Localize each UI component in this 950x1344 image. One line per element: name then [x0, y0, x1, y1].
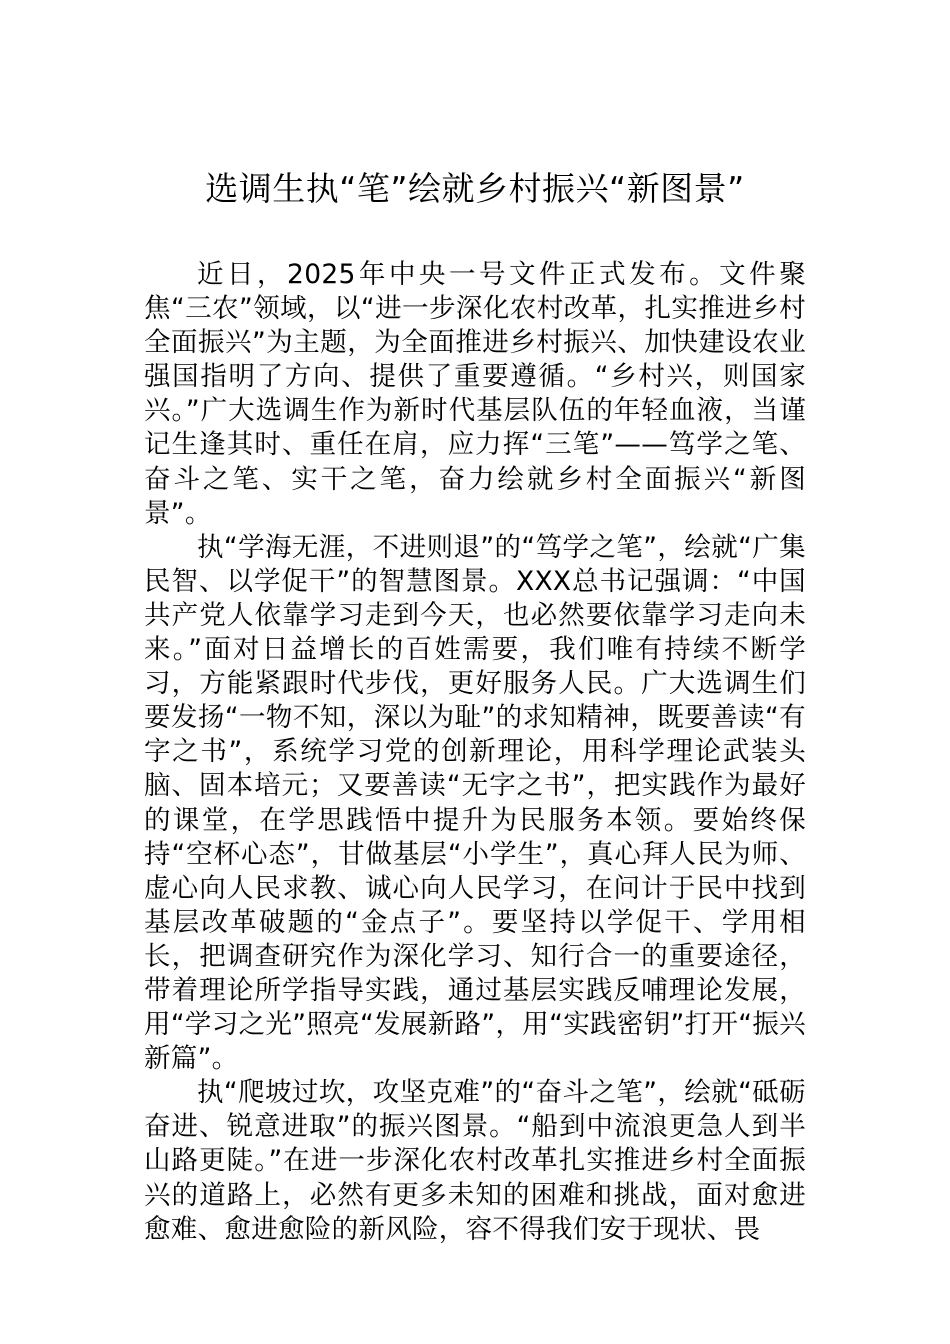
- document-body: [144, 258, 806, 1247]
- document-title: 选调生执“笔”绘就乡村振兴“新图景”: [205, 169, 745, 208]
- paragraph-study-pen: 执“学海无涯，不进则退”的“笃学之笔”，绘就“广集民智、以学促干”的智慧图景。XXX总书记强调：“中国共产党人依靠学习走到今天，也必然要依靠学习走向未来。”面对日益增长的百姓需要，我们唯有持续不断学习，方能紧跟时代步伐，更好服务人民。广大选调生们要发扬“一物不知，深以为耻”的求知精神，既要善读“有字之书”，系统学习党的创新理论，用科学理论武装头脑、固本培元；又要善读“无字之书”，把实践作为最好的课堂，在学思践悟中提升为民服务本领。要始终保持“空杯心态”，甘做基层“小学生”，真心拜人民为师、虚心向人民求教、诚心向人民学习，在问计于民中找到基层改革破题的“金点子”。要坚持以学促干、学用相长，把调查研究作为深化学习、知行合一的重要途径，带着理论所学指导实践，通过基层实践反哺理论发展，用“学习之光”照亮“发展新路”，用“实践密钥”打开“振兴新篇”。: [144, 531, 806, 1075]
- paragraph-struggle-pen: 执“爬坡过坎，攻坚克难”的“奋斗之笔”，绘就“砥砺奋进、锐意进取”的振兴图景。“船到中流浪更急人到半山路更陡。”在进一步深化农村改革扎实推进乡村全面振兴的道路上，必然有更多未知的困难和挑战，面对愈进愈难、愈进愈险的新风险，容不得我们安于现状、畏: [144, 1077, 806, 1245]
- paragraph-intro: 近日，2025年中央一号文件正式发布。文件聚焦“三农”领域，以“进一步深化农村改革，扎实推进乡村全面振兴”为主题，为全面推进乡村振兴、加快建设农业强国指明了方向、提供了重要遵循。“乡村兴，则国家兴。”广大选调生作为新时代基层队伍的年轻血液，当谨记生逢其时、重任在肩，应力挥“三笔”——笃学之笔、奋斗之笔、实干之笔，奋力绘就乡村全面振兴“新图景”。: [144, 259, 806, 529]
